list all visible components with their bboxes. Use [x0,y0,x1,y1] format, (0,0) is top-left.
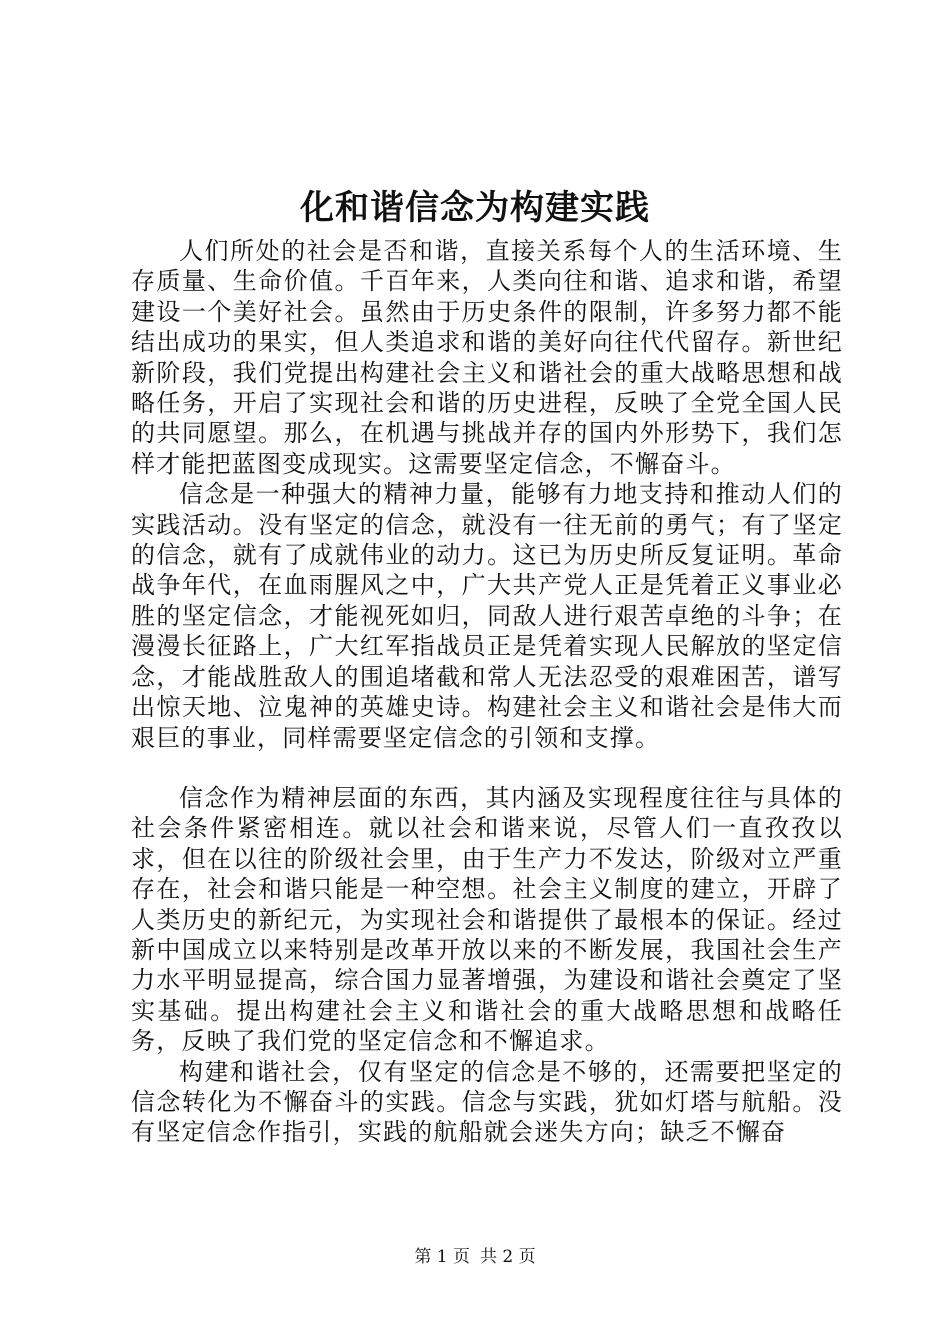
page-footer [0,1246,950,1268]
document-body [131,236,843,1148]
page-total: 共 2 页 [480,1247,536,1267]
paragraph-3: 信念作为精神层面的东西，其内涵及实现程度往往与具体的社会条件紧密相连。就以社会和谐来说，尽管人们一直孜孜以求，但在以往的阶级社会里，由于生产力不发达，阶级对立严重存在，社会和谐只能是一种空想。社会主义制度的建立，开辟了人类历史的新纪元，为实现社会和谐提供了最根本的保证。经过新中国成立以来特别是改革开放以来的不断发展，我国社会生产力水平明显提高，综合国力显著增强，为建设和谐社会奠定了坚实基础。提出构建社会主义和谐社会的重大战略思想和战略任务，反映了我们党的坚定信念和不懈追求。 [131,783,843,1056]
document-title: 化和谐信念为构建实践 [300,188,650,228]
paragraph-2: 信念是一种强大的精神力量，能够有力地支持和推动人们的实践活动。没有坚定的信念，就没有一往无前的勇气；有了坚定的信念，就有了成就伟业的动力。这已为历史所反复证明。革命战争年代，在血雨腥风之中，广大共产党人正是凭着正义事业必胜的坚定信念，才能视死如归，同敌人进行艰苦卓绝的斗争；在漫漫长征路上，广大红军指战员正是凭着实现人民解放的坚定信念，才能战胜敌人的围追堵截和常人无法忍受的艰难困苦，谱写出惊天地、泣鬼神的英雄史诗。构建社会主义和谐社会是伟大而艰巨的事业，同样需要坚定信念的引领和支撑。 [131,480,843,752]
paragraph-1: 人们所处的社会是否和谐，直接关系每个人的生活环境、生存质量、生命价值。千百年来，人类向往和谐、追求和谐，希望建设一个美好社会。虽然由于历史条件的限制，许多努力都不能结出成功的果实，但人类追求和谐的美好向往代代留存。新世纪新阶段，我们党提出构建社会主义和谐社会的重大战略思想和战略任务，开启了实现社会和谐的历史进程，反映了全党全国人民的共同愿望。那么，在机遇与挑战并存的国内外形势下，我们怎样才能把蓝图变成现实。这需要坚定信念，不懈奋斗。 [131,237,843,478]
page-number: 第 1 页 [414,1247,470,1267]
paragraph-gap [131,753,843,783]
paragraph-4: 构建和谐社会，仅有坚定的信念是不够的，还需要把坚定的信念转化为不懈奋斗的实践。信念与实践，犹如灯塔与航船。没有坚定信念作指引，实践的航船就会迷失方向；缺乏不懈奋 [131,1057,843,1147]
